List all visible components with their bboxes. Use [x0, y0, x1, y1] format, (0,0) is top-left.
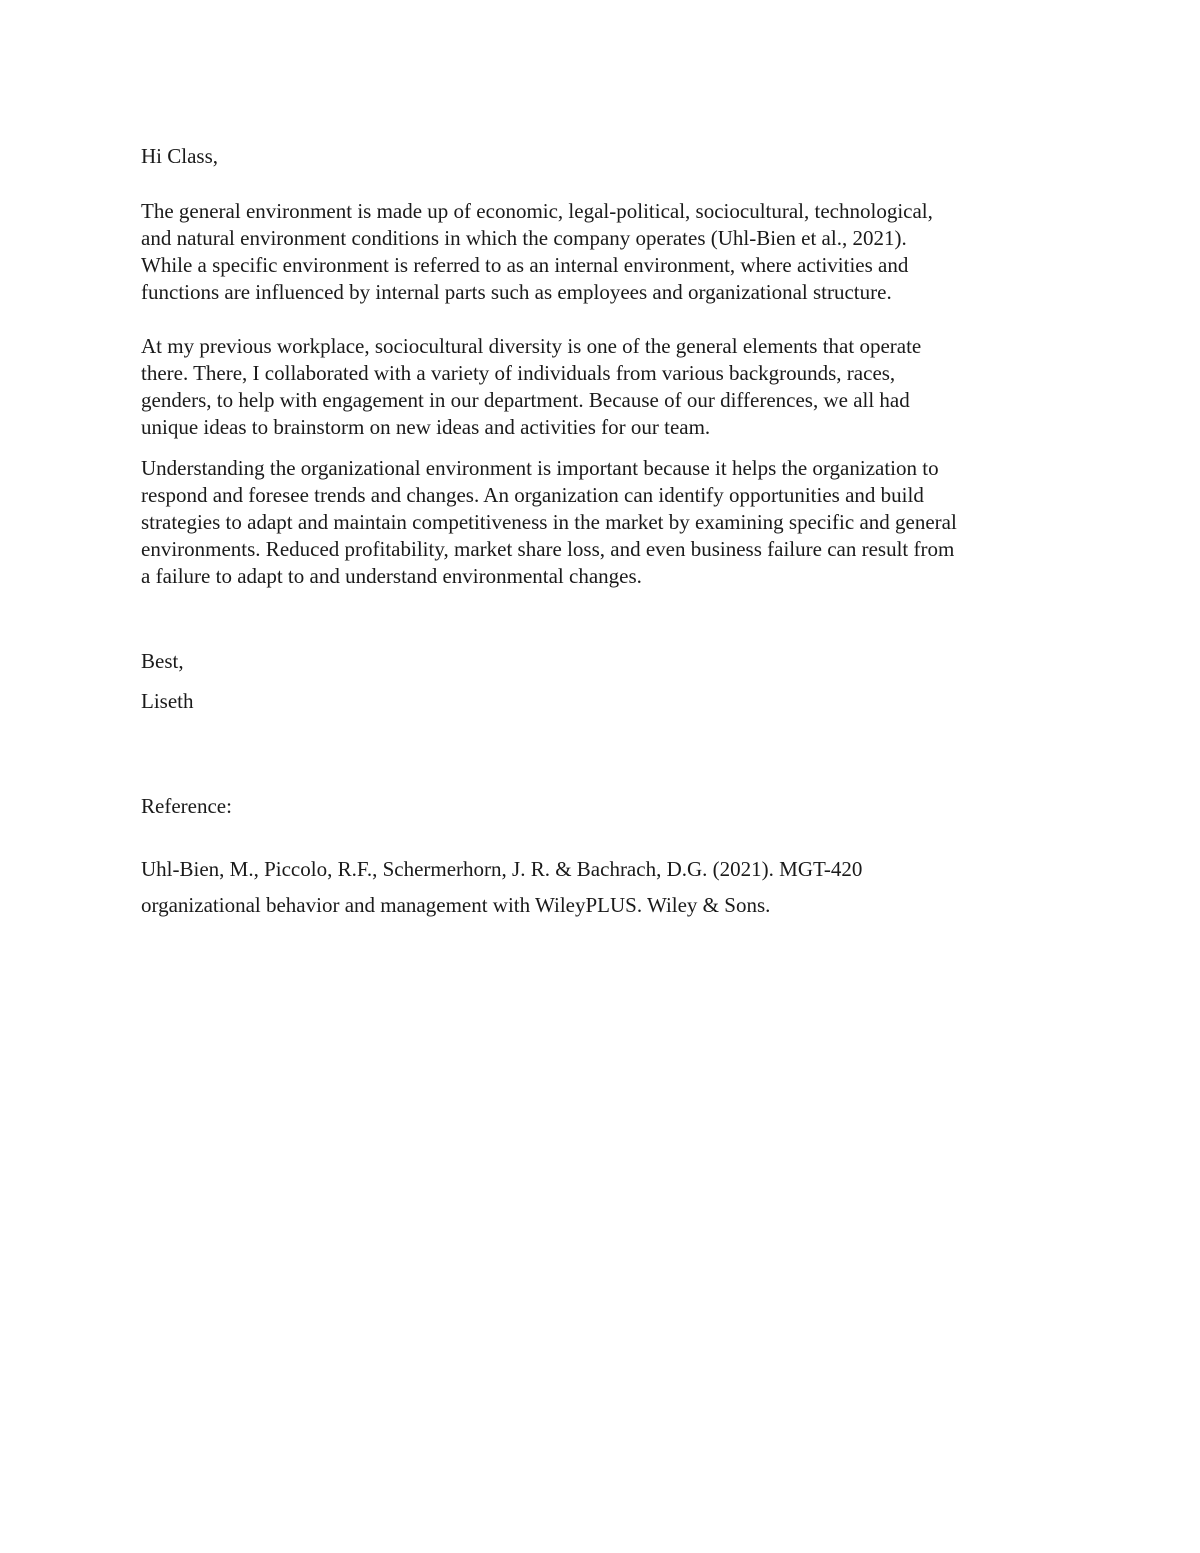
greeting: Hi Class,	[141, 144, 219, 168]
paragraph-line: functions are influenced by internal parts such as employees and organizational structure.	[141, 280, 892, 304]
paragraph-line: environments. Reduced profitability, market share loss, and even business failure can result from	[141, 537, 955, 561]
reference-heading: Reference:	[141, 794, 232, 818]
paragraph-line: unique ideas to brainstorm on new ideas and activities for our team.	[141, 415, 711, 439]
paragraph-line: While a specific environment is referred to as an internal environment, where activities and	[141, 253, 909, 277]
paragraph-line: The general environment is made up of economic, legal-political, sociocultural, technological,	[141, 199, 933, 223]
signature: Liseth	[141, 689, 194, 713]
citation-line: organizational behavior and management with WileyPLUS. Wiley & Sons.	[141, 893, 771, 917]
paragraph-line: At my previous workplace, sociocultural diversity is one of the general elements that operate	[141, 334, 922, 358]
paragraph-line: Understanding the organizational environment is important because it helps the organization to	[141, 456, 939, 480]
paragraph-line: there. There, I collaborated with a variety of individuals from various backgrounds, races,	[141, 361, 896, 385]
closing: Best,	[141, 649, 184, 673]
paragraph-line: respond and foresee trends and changes. An organization can identify opportunities and build	[141, 483, 924, 507]
citation-line: Uhl-Bien, M., Piccolo, R.F., Schermerhorn, J. R. & Bachrach, D.G. (2021). MGT-420	[141, 857, 863, 881]
paragraph-line: genders, to help with engagement in our department. Because of our differences, we all had	[141, 388, 910, 412]
paragraph-line: a failure to adapt to and understand environmental changes.	[141, 564, 642, 588]
paragraph-line: and natural environment conditions in which the company operates (Uhl-Bien et al., 2021).	[141, 226, 907, 250]
paragraph-line: strategies to adapt and maintain competitiveness in the market by examining specific and general	[141, 510, 957, 534]
